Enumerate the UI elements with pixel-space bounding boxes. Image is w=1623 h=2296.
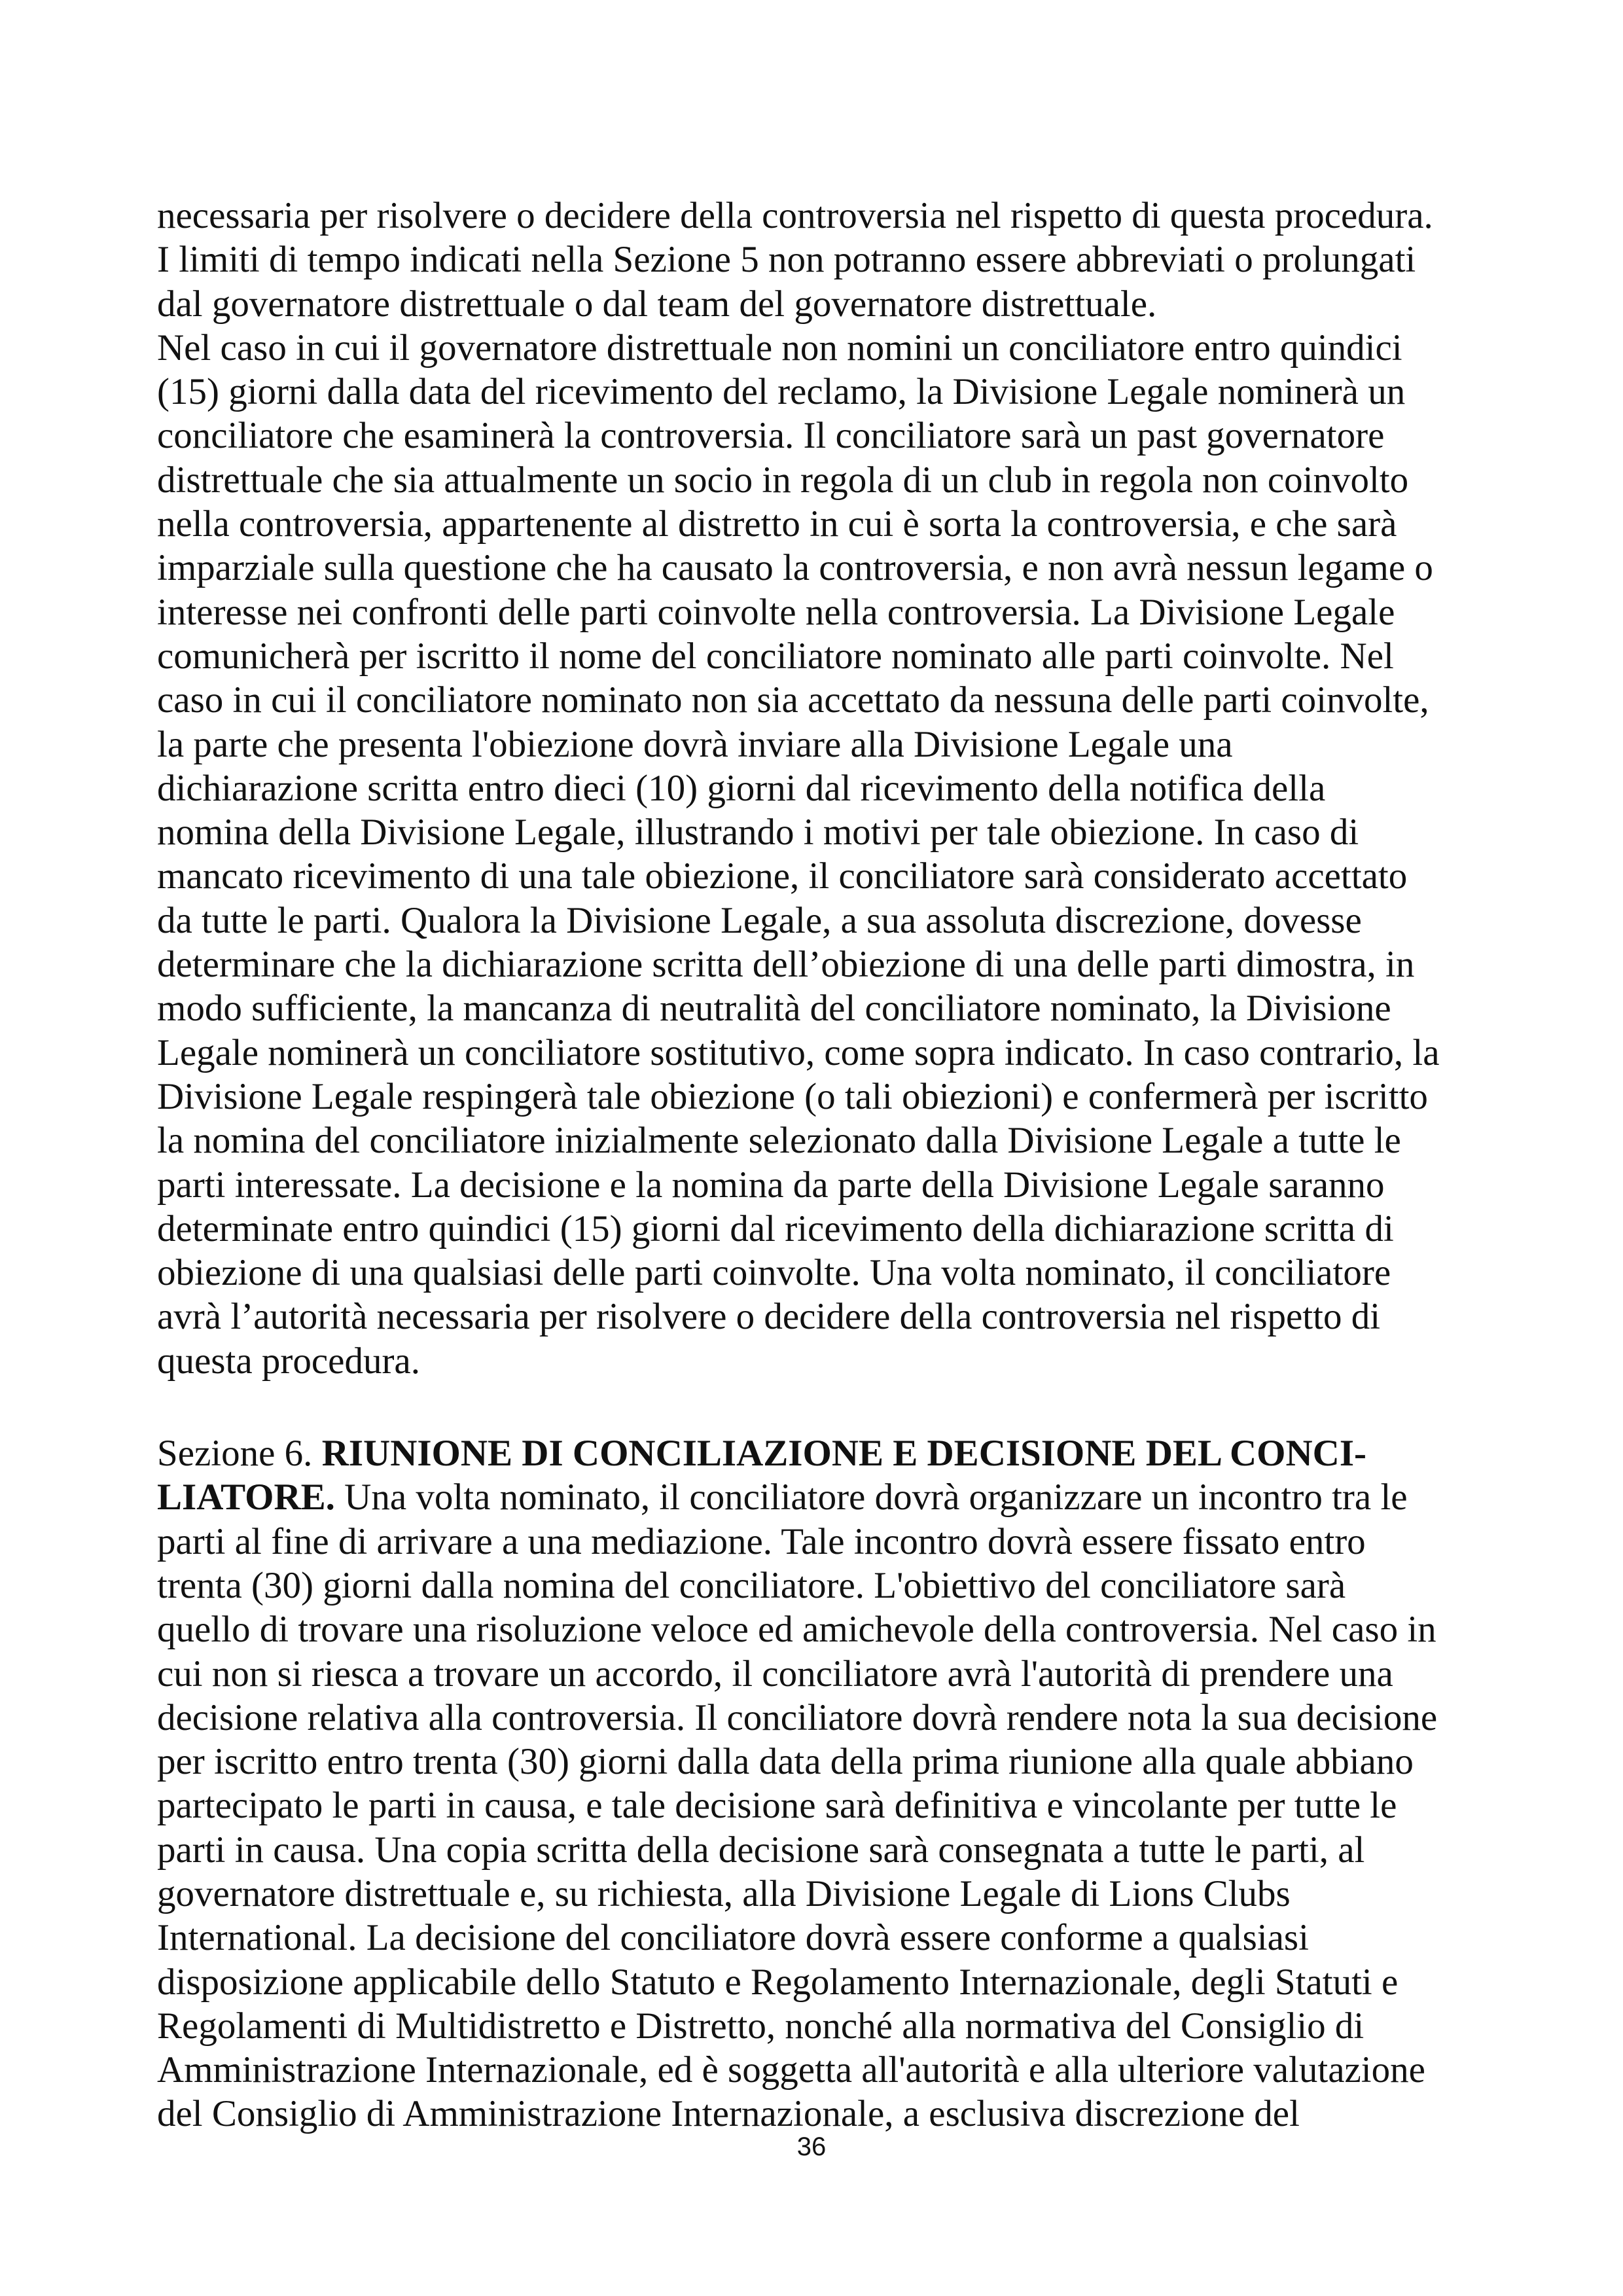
section-6-body: Una volta nominato, il conciliatore dovrà organizzare un incontro tra le parti al fine di arrivare a una mediazione. Tale incontro dovrà essere fissato entro trenta (30) giorni dalla nomina del conciliatore. L'obiettivo del conciliatore sarà quello di trovare una risoluzione veloce ed amichevole della controversia. Nel caso in cui non si riesca a trovare un accordo, il conciliatore avrà l'autorità di prendere una decisione relativa alla controversia. Il conciliatore dovrà rendere nota la sua decisione per iscritto entro trenta (30) giorni dalla data della prima riunione alla quale abbiano partecipato le parti in causa, e tale decisione sarà definitiva e vincolante per tutte le parti in causa. Una copia scritta della decisione sarà consegnata a tutte le parti, al governatore distrettuale e, su richiesta, alla Divisione Legale di Lions Clubs International. La decisione del conciliatore dovrà essere conforme a qualsiasi disposizione applicabile dello Statuto e Regolamento Internazionale, degli Statuti e Regolamenti di Multidistretto e Distretto, nonché alla normativa del Consiglio di Amministrazione Internazionale, ed è soggetta all'autorità e alla ulteriore valutazione del Consiglio di Amministrazione Internazionale, a esclusiva discrezione del bbox=[157, 1477, 1438, 2135]
page-number: 36 bbox=[796, 2132, 827, 2161]
section-6-label: Sezione 6. bbox=[157, 1433, 322, 1475]
document-body bbox=[157, 194, 1472, 2174]
section-6 bbox=[157, 1431, 1472, 2136]
paragraph-conciliator-appointment: Nel caso in cui il governatore distrettuale non nomini un conciliatore entro quindici (15) giorni dalla data del ricevimento del reclamo, la Divisione Legale nominerà un conciliatore che esaminerà la controversia. Il conciliatore sarà un past governatore distrettuale che sia attualmente un socio in regola di un club in regola non coinvolto nella controversia, appartenente al distretto in cui è sorta la controversia, e che sarà imparziale sulla questione che ha causato la controversia, e non avrà nessun legame o interesse nei confronti delle parti coinvolte nella controversia. La Divisione Legale comunicherà per iscritto il nome del conciliatore nominato alle parti coinvolte. Nel caso in cui il conciliatore nominato non sia accettato da nessuna delle parti coinvolte, la parte che presenta l'obiezione dovrà inviare alla Divisione Legale una dichiarazione scritta entro dieci (10) giorni dal ricevimento della notifica della nomina della Divisione Legale, illustrando i motivi per tale obiezione. In caso di mancato ricevimento di una tale obiezione, il conciliatore sarà considerato accettato da tutte le parti. Qualora la Divisione Legale, a sua assoluta discrezione, dovesse determinare che la dichiarazione scritta dell’obiezione di una delle parti dimostra, in modo sufficiente, la mancanza di neutralità del conciliatore nominato, la Divisione Legale nominerà un conciliatore sostitutivo, come sopra indicato. In caso contrario, la Divisione Legale respingerà tale obiezione (o tali obiezioni) e confermerà per iscritto la nomina del conciliatore inizialmente selezionato dalla Divisione Legale a tutte le parti interessate. La decisione e la nomina da parte della Divisione Legale saranno determinate entro quindici (15) giorni dal ricevimento della dichiarazione scritta di obiezione di una qualsiasi delle parti coinvolte. Una volta nominato, il conciliatore avrà l’autorità necessaria per risolvere o decidere della controversia nel rispetto di questa procedura. bbox=[157, 327, 1440, 1382]
paragraph-continuation: necessaria per risolvere o decidere della controversia nel rispetto di questa procedura. I limiti di tempo indicati nella Sezione 5 non potranno essere abbreviati o prolungati dal governatore distrettuale o dal team del governatore distrettuale. bbox=[157, 195, 1433, 325]
section-6-heading: RIUNIONE DI CONCILIAZIONE E DECISIONE DEL CONCI- LIATORE. bbox=[157, 1433, 1366, 1518]
